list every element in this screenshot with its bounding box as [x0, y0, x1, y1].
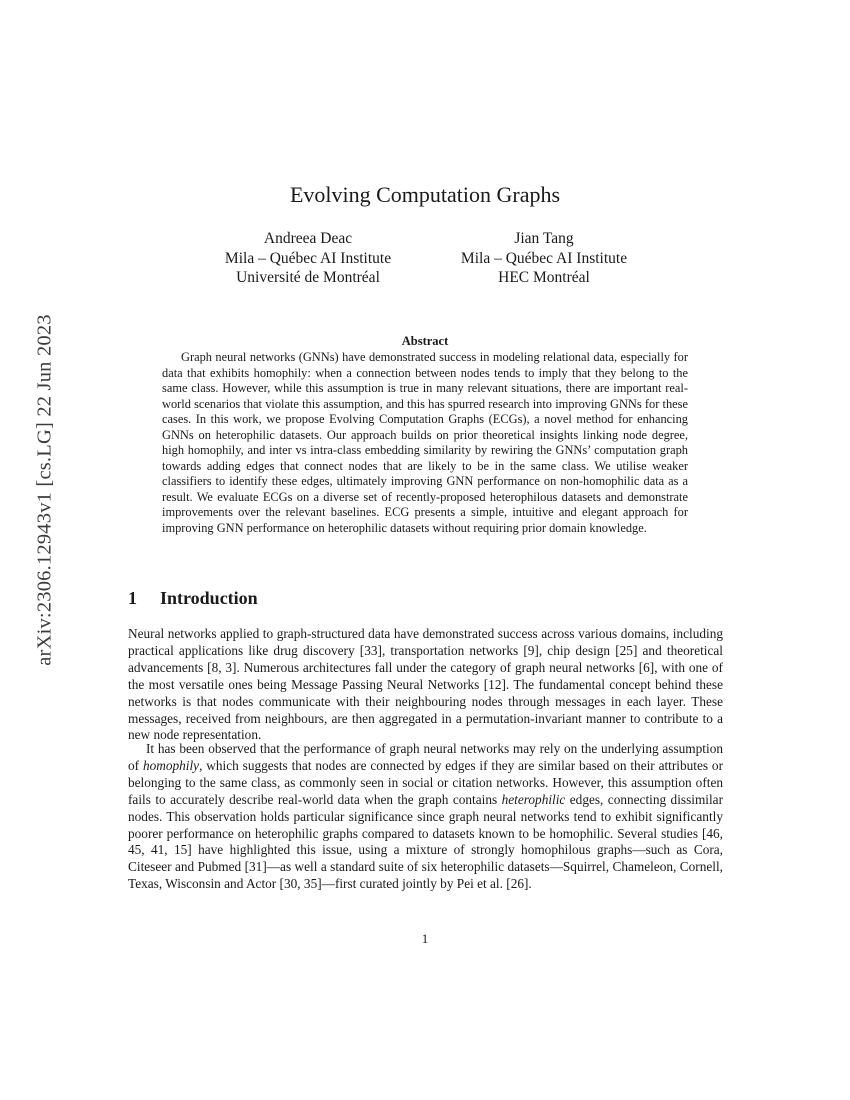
paragraph-text: , which suggests that nodes are connected by edges if they are similar based on their attributes or belonging to the same class, as commonly seen in social or citation networks. However, this assumption often fails to accurately describe real-world data when the graph contains: [128, 757, 724, 807]
paragraph-text: edges, connecting dissimilar nodes. This observation holds particular significance since graph neural networks tend to exhibit significantly poorer performance on heterophilic graphs compared to datasets known to be homophilic. Several studies [46, 45, 41, 15] have highlighted this issue, using a mixture of strongly homophilous graphs—such as Cora, Citeseer and Pubmed [31]—as well a standard suite of six heterophilic datasets—Squirrel, Chameleon, Cornell, Texas, Wisconsin and Actor [30, 35]—first curated jointly by Pei et al. [26].: [128, 791, 724, 892]
arxiv-identifier-stamp: arXiv:2306.12943v1 [cs.LG] 22 Jun 2023: [33, 314, 56, 666]
section-title: Introduction: [160, 588, 258, 608]
abstract-heading: Abstract: [401, 334, 449, 348]
page-number: 1: [421, 931, 429, 946]
paper-title: Evolving Computation Graphs: [289, 182, 561, 207]
author-affiliation: HEC Montréal: [498, 269, 590, 286]
author-block-2: [444, 229, 644, 288]
author-block-1: [200, 229, 416, 288]
section-number: 1: [128, 588, 137, 608]
abstract-text: Graph neural networks (GNNs) have demonstrated success in modeling relational data, especially for data that exhibits homophily: when a connection between nodes tends to imply that they belong to the same class. However, while this assumption is true in many relevant situations, there are important real-world scenarios that violate this assumption, and this has spurred research into improving GNNs for these cases. In this work, we propose Evolving Computation Graphs (ECGs), a novel method for enhancing GNNs on heterophilic datasets. Our approach builds on prior theoretical insights linking node degree, high homophily, and inter vs intra-class embedding similarity by rewiring the GNNs’ computation graph towards adding edges that connect nodes that are likely to be in the same class. We utilise weaker classifiers to identify these edges, ultimately improving GNN performance on non-homophilic data as a result. We evaluate ECGs on a diverse set of recently-proposed heterophilous datasets and demonstrate improvements over the relevant baselines. ECG presents a simple, intuitive and elegant approach for improving GNN performance on heterophilic datasets without requiring prior domain knowledge.: [162, 350, 688, 535]
intro-paragraph-1: Neural networks applied to graph-structured data have demonstrated success across various domains, including practical applications like drug discovery [33], transportation networks [9], chip design [25] and theoretical advancements [8, 3]. Numerous architectures fall under the category of graph neural networks [6], with one of the most versatile ones being Message Passing Neural Networks [12]. The fundamental concept behind these networks is that nodes communicate with their neighbouring nodes through messages in each layer. These messages, received from neighbours, are then aggregated in a permutation-invariant manner to contribute to a new node representation.: [128, 626, 723, 743]
emphasis-homophily: homophily: [142, 757, 200, 773]
author-name: Jian Tang: [514, 230, 574, 247]
intro-paragraph-2: [128, 741, 723, 893]
author-affiliation: Mila – Québec AI Institute: [460, 249, 628, 267]
author-affiliation: Université de Montréal: [236, 269, 380, 286]
paragraph-text: It has been observed that the performance of graph neural networks may rely on the underlying assumption of: [128, 741, 723, 773]
emphasis-heterophilic: heterophilic: [501, 791, 566, 807]
author-name: Andreea Deac: [263, 230, 353, 247]
author-affiliation: Mila – Québec AI Institute: [224, 249, 392, 267]
section-heading: [128, 588, 258, 609]
